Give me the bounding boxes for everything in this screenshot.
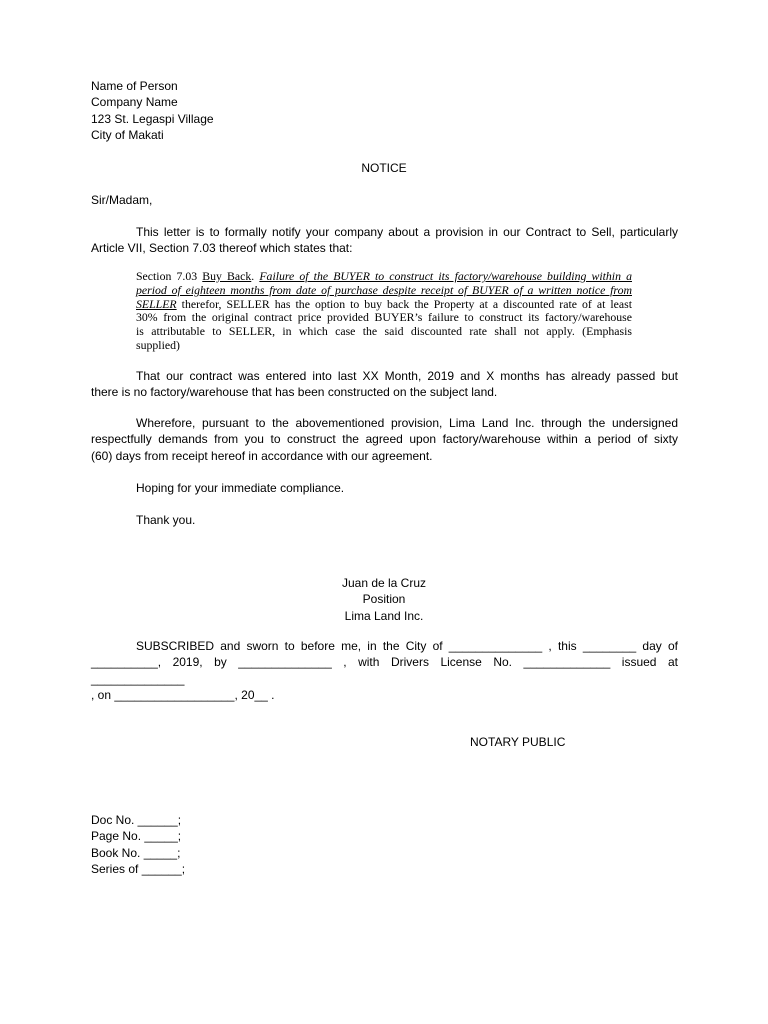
quote-section: Section 7.03 <box>136 269 198 283</box>
recipient-name: Name of Person <box>91 79 178 93</box>
page-no: Page No. _____; <box>91 829 182 844</box>
salutation: Sir/Madam, <box>91 193 153 207</box>
quote-line-3: SELLER therefor, SELLER has the option to buy back the Property at a discounted rate of at least <box>136 296 633 311</box>
recipient-company: Company Name <box>91 95 178 110</box>
intro-line-1: This letter is to formally notify your company about a provision in our Contract to Sell, particularly <box>136 225 678 239</box>
jurat-line-2: __________, 2019, by ______________ , with Drivers License No. _____________ issued at ______________ <box>91 655 678 686</box>
intro-paragraph <box>91 224 678 257</box>
quote-line-4: 30% from the original contract price provided BUYER’s failure to construct its factory/warehouse <box>136 310 632 325</box>
signatory-name: Juan de la Cruz <box>341 576 427 590</box>
recipient-block <box>91 78 214 143</box>
series-of: Series of ______; <box>91 861 186 876</box>
quote-line-5: is attributable to SELLER, in which case the said discounted rate shall not apply. (Emphasis <box>136 324 632 339</box>
intro-line-2: Article VII, Section 7.03 thereof which states that: <box>91 241 353 256</box>
signatory-company: Lima Land Inc. <box>344 608 424 623</box>
demand-line-2: respectfully demands from you to construct the agreed upon factory/warehouse within a period of sixty <box>91 432 678 447</box>
quote-line-2: period of eighteen months from date of purchase despite receipt of BUYER of a written notice from <box>136 282 632 297</box>
demand-line-3: (60) days from receipt hereof in accordance with our agreement. <box>91 448 433 463</box>
quote-line-6: supplied) <box>136 337 180 352</box>
quoted-provision <box>136 270 632 353</box>
signatory-block <box>284 575 484 624</box>
contract-line-1: That our contract was entered into last XX Month, 2019 and X months has already passed but <box>136 369 678 383</box>
jurat-line-3: , on __________________, 20__ . <box>91 687 275 702</box>
demand-line-1: Wherefore, pursuant to the abovementioned provision, Lima Land Inc. through the undersigned <box>136 416 678 430</box>
jurat-line-1: SUBSCRIBED and sworn to before me, in the City of ______________ , this ________ day of <box>136 639 678 653</box>
closing-thanks: Thank you. <box>136 513 196 527</box>
notice-title: NOTICE <box>361 161 407 175</box>
recipient-city: City of Makati <box>91 127 164 142</box>
contract-line-2: there is no factory/warehouse that has been constructed on the subject land. <box>91 385 498 400</box>
doc-no: Doc No. ______; <box>91 813 182 827</box>
jurat-paragraph <box>91 638 678 703</box>
demand-paragraph <box>91 415 678 464</box>
doc-references <box>91 812 185 877</box>
closing-compliance: Hoping for your immediate compliance. <box>136 481 345 495</box>
book-no: Book No. _____; <box>91 845 181 860</box>
notary-public-label: NOTARY PUBLIC <box>470 735 566 749</box>
recipient-address: 123 St. Legaspi Village <box>91 111 214 126</box>
quote-line-1: Section 7.03 Buy Back. Failure of the BUYER to construct its factory/warehouse building within a <box>136 269 632 283</box>
quote-heading: Buy Back <box>202 269 252 283</box>
contract-paragraph <box>91 368 678 401</box>
signatory-position: Position <box>362 592 406 607</box>
